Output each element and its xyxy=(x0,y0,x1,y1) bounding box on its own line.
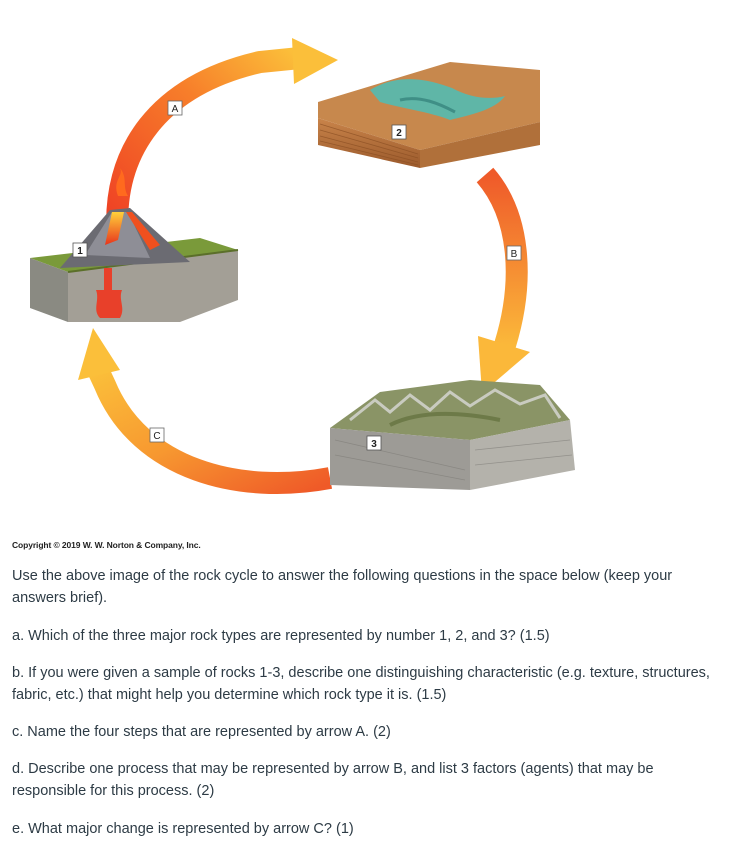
arrow-a xyxy=(117,38,338,240)
question-e: e. What major change is represented by arrow C? (1) xyxy=(12,821,354,837)
question-d: d. Describe one process that may be represented by arrow B, and list 3 factors (agents) that may be responsible for this process. (2) xyxy=(12,761,654,799)
label-2: 2 xyxy=(396,128,402,139)
question-a: a. Which of the three major rock types are represented by number 1, 2, and 3? (1.5) xyxy=(12,628,550,644)
question-c: c. Name the four steps that are represented by arrow A. (2) xyxy=(12,724,391,740)
instructions-text: Use the above image of the rock cycle to answer the following questions in the space below (keep your answers brief). xyxy=(12,568,673,606)
label-3: 3 xyxy=(371,439,377,450)
label-c: C xyxy=(153,431,161,442)
arrow-b xyxy=(478,175,530,393)
label-b: B xyxy=(510,249,518,260)
sedimentary-block xyxy=(318,62,540,168)
volcano-block xyxy=(30,168,238,322)
arrow-c xyxy=(78,328,330,483)
label-1: 1 xyxy=(77,246,83,257)
copyright-notice: Copyright © 2019 W. W. Norton & Company, Inc. xyxy=(12,540,201,550)
metamorphic-block xyxy=(330,380,575,490)
question-b: b. If you were given a sample of rocks 1-3, describe one distinguishing characteristic (e.g. texture, structures, fabric, etc.) that might help you determine which rock type it is. (1.5) xyxy=(12,665,710,703)
label-a: A xyxy=(171,104,179,115)
